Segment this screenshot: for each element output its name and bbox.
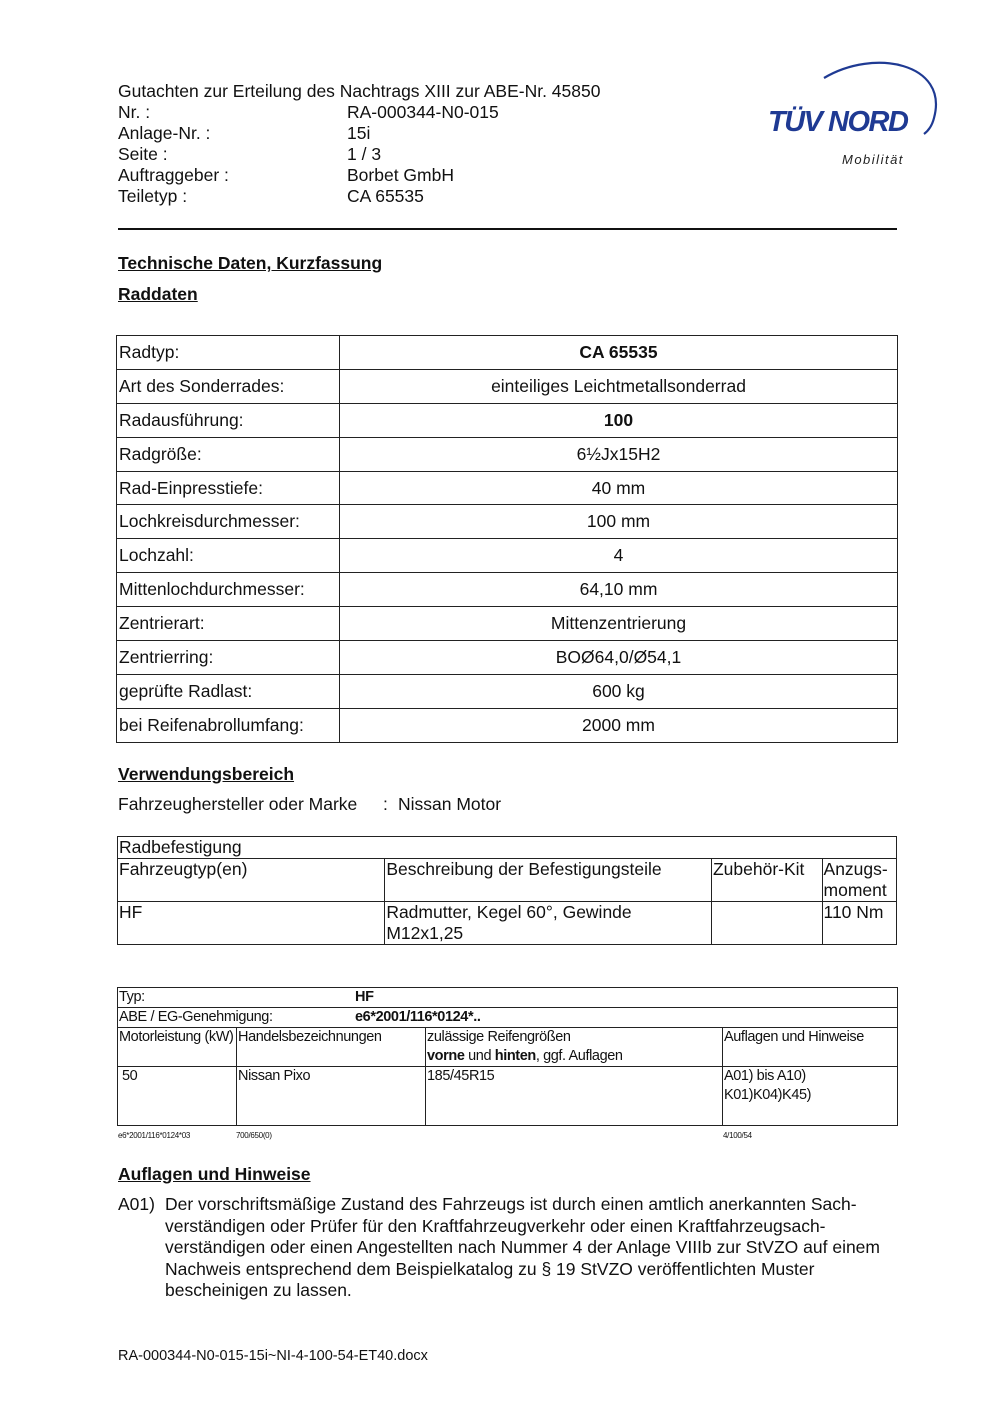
wheel-data-value: 6½Jx15H2 xyxy=(340,437,898,471)
type-cell xyxy=(118,988,898,1008)
mounting-header-desc: Beschreibung der Befestigungsteile xyxy=(385,859,712,902)
vehicle-type-table xyxy=(117,987,898,1126)
header-tyre-rear: hinten xyxy=(494,1048,536,1064)
mounting-cell-desc: Radmutter, Kegel 60°, Gewinde M12x1,25 xyxy=(385,902,712,945)
header-tyre-front: vorne xyxy=(427,1048,465,1064)
manufacturer-value: Nissan Motor xyxy=(398,794,502,814)
table-row xyxy=(117,471,898,505)
mounting-table xyxy=(117,836,897,945)
header-label-auftraggeber: Auftraggeber : xyxy=(118,165,229,185)
table-row xyxy=(117,539,898,573)
mounting-header-torque: Anzugs-moment xyxy=(822,859,896,902)
wheel-data-value: 100 xyxy=(340,403,898,437)
section-usage-heading: Verwendungsbereich xyxy=(118,764,295,784)
wheel-data-value: CA 65535 xyxy=(340,336,898,370)
footer-filename: RA-000344-N0-015-15i~NI-4-100-54-ET40.docx xyxy=(118,1348,428,1364)
header-value-seite: 1 / 3 xyxy=(347,144,382,164)
document-title: Gutachten zur Erteilung des Nachtrags XIII zur ABE-Nr. 45850 xyxy=(118,81,601,101)
table-row xyxy=(117,674,898,708)
table-row xyxy=(117,403,898,437)
footnote-weights: 700/650(0) xyxy=(236,1131,272,1140)
type-row xyxy=(118,988,898,1008)
note-key-a01: A01) xyxy=(118,1194,155,1214)
wheel-data-key: geprüfte Radlast: xyxy=(117,674,340,708)
note-text-a01: Der vorschriftsmäßige Zustand des Fahrzeugs ist durch einen amtlich anerkannten Sach-verständigen oder Prüfer für den Kraftfahrzeugverkehr oder einen Kraftfahrzeugsach-verständigen oder einen Angestellten nach Nummer 4 der Anlage VIIIb zur StVZO auf einem Nachweis entsprechend dem Beispielkatalog zu § 19 StVZO veröffentlichten Muster bescheinigen zu lassen. xyxy=(165,1194,880,1300)
approval-cell xyxy=(118,1008,898,1028)
wheel-data-key: Radtyp: xyxy=(117,336,340,370)
section-wheel-heading: Raddaten xyxy=(118,284,198,304)
table-row xyxy=(117,641,898,675)
mounting-cell-kit xyxy=(711,902,822,945)
table-row xyxy=(117,708,898,742)
wheel-data-value: 2000 mm xyxy=(340,708,898,742)
wheel-data-value: 100 mm xyxy=(340,505,898,539)
wheel-data-value: einteiliges Leichtmetallsonderrad xyxy=(340,369,898,403)
type-value: HF xyxy=(355,989,374,1005)
wheel-data-table xyxy=(116,335,898,743)
wheel-data-key: Radgröße: xyxy=(117,437,340,471)
header-value-anlage: 15i xyxy=(347,123,371,143)
vehicle-header-row xyxy=(118,1028,898,1067)
wheel-data-key: Radausführung: xyxy=(117,403,340,437)
header-divider xyxy=(118,228,897,230)
cell-motor-power: 50 xyxy=(118,1067,237,1126)
approval-value: e6*2001/116*0124*.. xyxy=(355,1009,481,1025)
cell-tyres: 185/45R15 xyxy=(426,1067,723,1126)
wheel-data-key: Lochzahl: xyxy=(117,539,340,573)
table-row xyxy=(117,437,898,471)
mounting-title-row xyxy=(118,837,897,859)
table-row xyxy=(117,369,898,403)
manufacturer-label: Fahrzeughersteller oder Marke xyxy=(118,794,358,814)
approval-row xyxy=(118,1008,898,1028)
table-row xyxy=(118,902,897,945)
mounting-header-type: Fahrzeugtyp(en) xyxy=(118,859,385,902)
table-row xyxy=(117,573,898,607)
logo-brand: TÜV NORD xyxy=(768,106,908,138)
wheel-data-value: 4 xyxy=(340,539,898,573)
wheel-data-key: Zentrierring: xyxy=(117,641,340,675)
header-label-nr: Nr. : xyxy=(118,102,151,122)
wheel-data-value: BOØ64,0/Ø54,1 xyxy=(340,641,898,675)
mounting-header-kit: Zubehör-Kit xyxy=(711,859,822,902)
mounting-cell-torque: 110 Nm xyxy=(822,902,896,945)
wheel-data-key: Art des Sonderrades: xyxy=(117,369,340,403)
type-label: Typ: xyxy=(119,989,145,1005)
wheel-data-key: Mittenlochdurchmesser: xyxy=(117,573,340,607)
wheel-data-key: Lochkreisdurchmesser: xyxy=(117,505,340,539)
wheel-data-value: Mittenzentrierung xyxy=(340,607,898,641)
mounting-cell-type: HF xyxy=(118,902,385,945)
logo-subtitle: Mobilität xyxy=(842,152,904,167)
header-label-anlage: Anlage-Nr. : xyxy=(118,123,211,143)
header-value-teiletyp: CA 65535 xyxy=(347,186,424,206)
wheel-data-value: 40 mm xyxy=(340,471,898,505)
table-row xyxy=(117,336,898,370)
mounting-title: Radbefestigung xyxy=(118,837,897,859)
header-motor-power: Motorleistung (kW) xyxy=(118,1028,237,1067)
wheel-data-value: 64,10 mm xyxy=(340,573,898,607)
cell-notes-line2: K01)K04)K45) xyxy=(724,1087,812,1103)
footnote-approval: e6*2001/116*0124*03 xyxy=(118,1131,191,1140)
section-technical-heading: Technische Daten, Kurzfassung xyxy=(118,253,383,273)
wheel-data-key: Zentrierart: xyxy=(117,607,340,641)
table-row xyxy=(117,607,898,641)
cell-notes-line1: A01) bis A10) xyxy=(724,1068,806,1084)
header-trade-names: Handelsbezeichnungen xyxy=(237,1028,426,1067)
header-notes: Auflagen und Hinweise xyxy=(723,1028,898,1067)
table-row xyxy=(117,505,898,539)
wheel-data-key: bei Reifenabrollumfang: xyxy=(117,708,340,742)
cell-notes xyxy=(723,1067,898,1126)
manufacturer-separator: : xyxy=(383,794,388,814)
header-value-auftraggeber: Borbet GmbH xyxy=(347,165,454,185)
header-tyre-sizes xyxy=(426,1028,723,1067)
tuv-nord-logo xyxy=(764,58,944,173)
section-notes-heading: Auflagen und Hinweise xyxy=(118,1164,311,1184)
mounting-header-row xyxy=(118,859,897,902)
header-tyre-rest: , ggf. Auflagen xyxy=(535,1048,623,1064)
footnote-code: 4/100/54 xyxy=(723,1131,752,1140)
header-tyre-and: und xyxy=(464,1048,495,1064)
wheel-data-key: Rad-Einpresstiefe: xyxy=(117,471,340,505)
approval-label: ABE / EG-Genehmigung: xyxy=(119,1009,273,1025)
wheel-data-value: 600 kg xyxy=(340,674,898,708)
cell-trade-name: Nissan Pixo xyxy=(237,1067,426,1126)
header-value-nr: RA-000344-N0-015 xyxy=(347,102,499,122)
table-row xyxy=(118,1067,898,1126)
header-label-teiletyp: Teiletyp : xyxy=(118,186,188,206)
header-label-seite: Seite : xyxy=(118,144,168,164)
header-tyre-sizes-line1: zulässige Reifengrößen xyxy=(427,1029,571,1045)
